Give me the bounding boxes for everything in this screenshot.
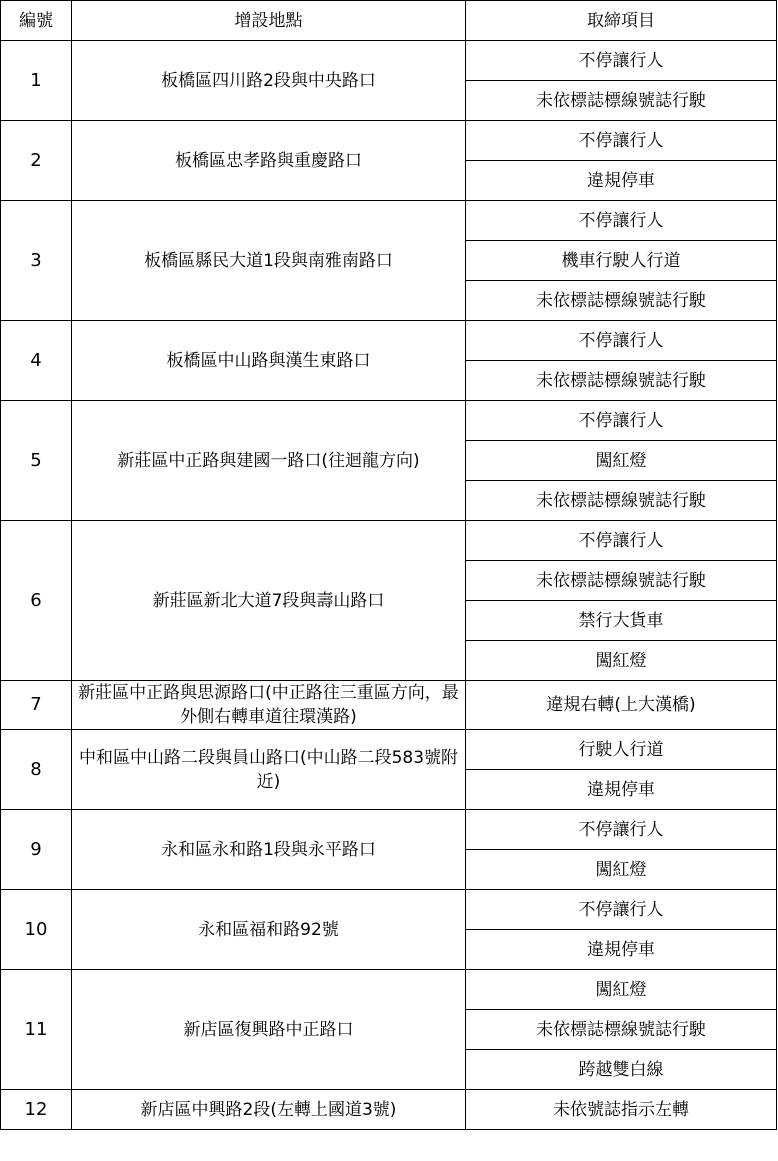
row-enforcement-item: 闖紅燈 [466, 441, 777, 481]
row-enforcement-item: 禁行大貨車 [466, 601, 777, 641]
table-row [1, 321, 777, 361]
row-enforcement-item: 違規停車 [466, 161, 777, 201]
row-number: 3 [1, 201, 72, 321]
row-location: 新莊區中正路與思源路口(中正路往三重區方向，最外側右轉車道往環漢路) [72, 681, 466, 730]
row-enforcement-item: 闖紅燈 [466, 850, 777, 890]
row-enforcement-item: 機車行駛人行道 [466, 241, 777, 281]
row-enforcement-item: 闖紅燈 [466, 970, 777, 1010]
row-location: 新莊區中正路與建國一路口(往迴龍方向) [72, 401, 466, 521]
table-row [1, 890, 777, 930]
table-row [1, 970, 777, 1010]
row-number: 11 [1, 970, 72, 1090]
table-row [1, 810, 777, 850]
row-enforcement-item: 不停讓行人 [466, 521, 777, 561]
row-enforcement-item: 未依標誌標線號誌行駛 [466, 561, 777, 601]
table-header [1, 1, 777, 41]
row-location: 永和區福和路92號 [72, 890, 466, 970]
row-enforcement-item: 違規右轉(上大漢橋) [466, 681, 777, 730]
row-number: 4 [1, 321, 72, 401]
table-row [1, 401, 777, 441]
row-enforcement-item: 不停讓行人 [466, 121, 777, 161]
row-enforcement-item: 不停讓行人 [466, 41, 777, 81]
table-row [1, 121, 777, 161]
row-location: 新店區中興路2段(左轉上國道3號) [72, 1090, 466, 1130]
header-location: 增設地點 [72, 1, 466, 41]
row-enforcement-item: 違規停車 [466, 930, 777, 970]
row-number: 1 [1, 41, 72, 121]
table-row [1, 201, 777, 241]
row-enforcement-item: 未依標誌標線號誌行駛 [466, 281, 777, 321]
row-number: 2 [1, 121, 72, 201]
row-location: 板橋區縣民大道1段與南雅南路口 [72, 201, 466, 321]
table-row [1, 681, 777, 730]
row-location: 新莊區新北大道7段與壽山路口 [72, 521, 466, 681]
row-enforcement-item: 未依標誌標線號誌行駛 [466, 81, 777, 121]
row-number: 6 [1, 521, 72, 681]
row-enforcement-item: 行駛人行道 [466, 730, 777, 770]
header-items: 取締項目 [466, 1, 777, 41]
row-number: 9 [1, 810, 72, 890]
table-row [1, 730, 777, 770]
header-number: 編號 [1, 1, 72, 41]
row-number: 12 [1, 1090, 72, 1130]
row-enforcement-item: 不停讓行人 [466, 201, 777, 241]
row-enforcement-item: 不停讓行人 [466, 321, 777, 361]
table-row [1, 41, 777, 81]
table-row [1, 521, 777, 561]
row-enforcement-item: 不停讓行人 [466, 401, 777, 441]
row-enforcement-item: 跨越雙白線 [466, 1050, 777, 1090]
row-location: 永和區永和路1段與永平路口 [72, 810, 466, 890]
table-row [1, 1090, 777, 1130]
row-enforcement-item: 違規停車 [466, 770, 777, 810]
header-row [1, 1, 777, 41]
row-enforcement-item: 未依標誌標線號誌行駛 [466, 481, 777, 521]
row-enforcement-item: 未依標誌標線號誌行駛 [466, 361, 777, 401]
row-enforcement-item: 未依標誌標線號誌行駛 [466, 1010, 777, 1050]
row-location: 板橋區四川路2段與中央路口 [72, 41, 466, 121]
row-enforcement-item: 不停讓行人 [466, 890, 777, 930]
row-enforcement-item: 闖紅燈 [466, 641, 777, 681]
row-location: 板橋區中山路與漢生東路口 [72, 321, 466, 401]
row-number: 7 [1, 681, 72, 730]
row-enforcement-item: 未依號誌指示左轉 [466, 1090, 777, 1130]
table-body [1, 41, 777, 1130]
row-number: 8 [1, 730, 72, 810]
row-location: 中和區中山路二段與員山路口(中山路二段583號附近) [72, 730, 466, 810]
row-enforcement-item: 不停讓行人 [466, 810, 777, 850]
row-number: 10 [1, 890, 72, 970]
row-number: 5 [1, 401, 72, 521]
row-location: 板橋區忠孝路與重慶路口 [72, 121, 466, 201]
row-location: 新店區復興路中正路口 [72, 970, 466, 1090]
